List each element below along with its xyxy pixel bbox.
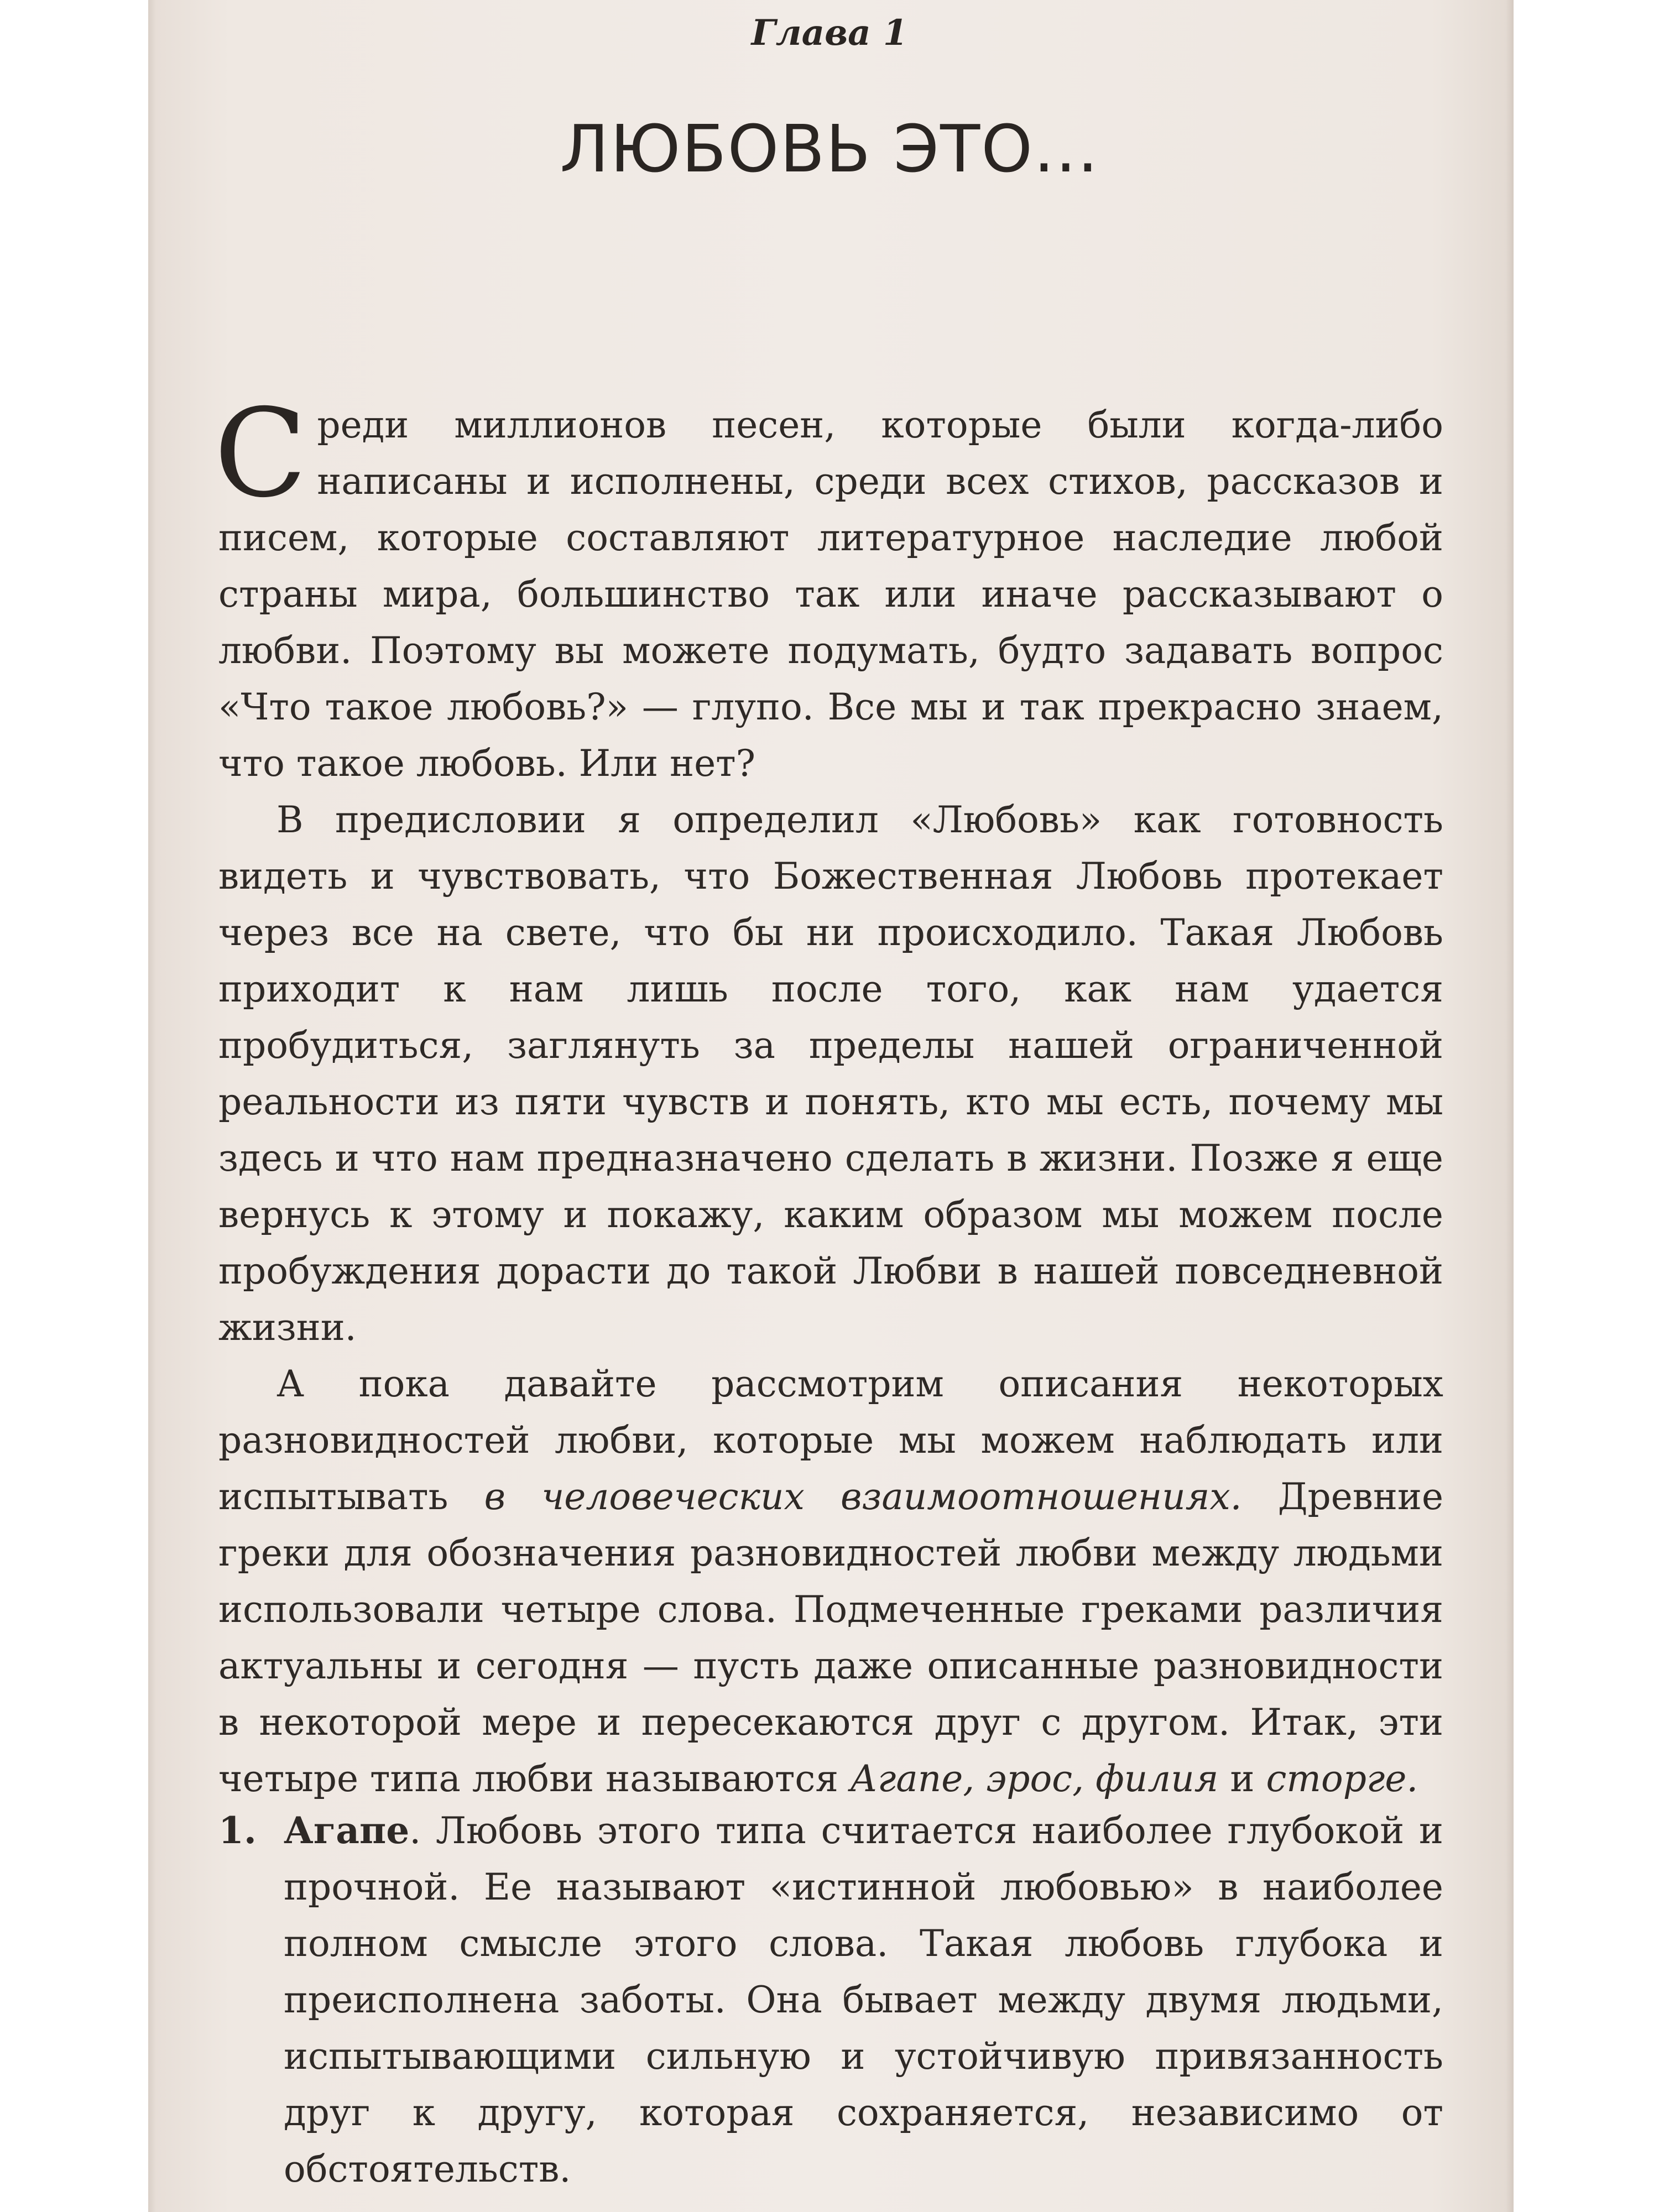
- page-edge-right: [1506, 0, 1514, 2212]
- paragraph-3-part-2: Древние греки для обозначения разновидностей любви между людьми использовали четыре слова. Подмеченные греками различия актуальны и сегодня — пусть даже описанные разновидности в некоторой мере и пересекаются друг с другом. Итак, эти четыре типа любви называются: [218, 1475, 1443, 1800]
- paragraph-1: [214, 383, 1443, 792]
- paragraph-3-part-3: и: [1218, 1757, 1266, 1800]
- chapter-title: ЛЮБОВЬ ЭТО...: [560, 111, 1099, 187]
- paragraph-3-emphasis-1: в человеческих взаимоотношениях.: [484, 1475, 1242, 1518]
- paragraph-1-text: реди миллионов песен, которые были когда-либо написаны и исполнены, среди всех стихов, рассказов и писем, которые составляют литературное наследие любой страны мира, большинство так или иначе рассказывают о любви. Поэтому вы можете подумать, будто задавать вопрос «Что такое любовь?» — глупо. Все мы и так прекрасно знаем, что такое любовь. Или нет?: [218, 404, 1443, 785]
- list-item-text: . Любовь этого типа считается наиболее глубокой и прочной. Ее называют «истинной любовью» в наиболее полном смысле этого слова. Такая любовь глубока и преисполнена заботы. Она бывает между двумя людьми, испытывающими сильную и устойчивую привязанность друг к другу, которая сохраняется, независимо от обстоятельств.: [284, 1809, 1443, 2190]
- drop-cap: С: [214, 383, 307, 524]
- list-item-number: 1.: [218, 1809, 257, 1852]
- list-item-term: Агапе: [284, 1809, 410, 1852]
- paragraph-3: [218, 1356, 1443, 1807]
- paragraph-3-emphasis-2: Агапе, эрос, филия: [850, 1757, 1219, 1800]
- list-item: [218, 1802, 1443, 2198]
- paragraph-3-emphasis-3: сторге.: [1266, 1757, 1418, 1800]
- numbered-list: [218, 1802, 1443, 2198]
- paragraph-2: В предисловии я определил «Любовь» как готовность видеть и чувствовать, что Божественная Любовь протекает через все на свете, что бы ни происходило. Такая Любовь приходит к нам лишь после того, как нам удается пробудиться, заглянуть за пределы нашей ограниченной реальности из пяти чувств и понять, кто мы есть, почему мы здесь и что нам предназначено сделать в жизни. Позже я еще вернусь к этому и покажу, каким образом мы можем после пробуждения дорасти до такой Любви в нашей повседневной жизни.: [218, 799, 1443, 1349]
- paragraph-3-part-1: А пока давайте рассмотрим описания некоторых разновидностей любви, которые мы можем наблюдать или испытывать: [218, 1363, 1443, 1518]
- page-edge-left: [148, 0, 156, 2212]
- body-text: [214, 383, 1443, 1807]
- chapter-label: Глава 1: [751, 12, 908, 54]
